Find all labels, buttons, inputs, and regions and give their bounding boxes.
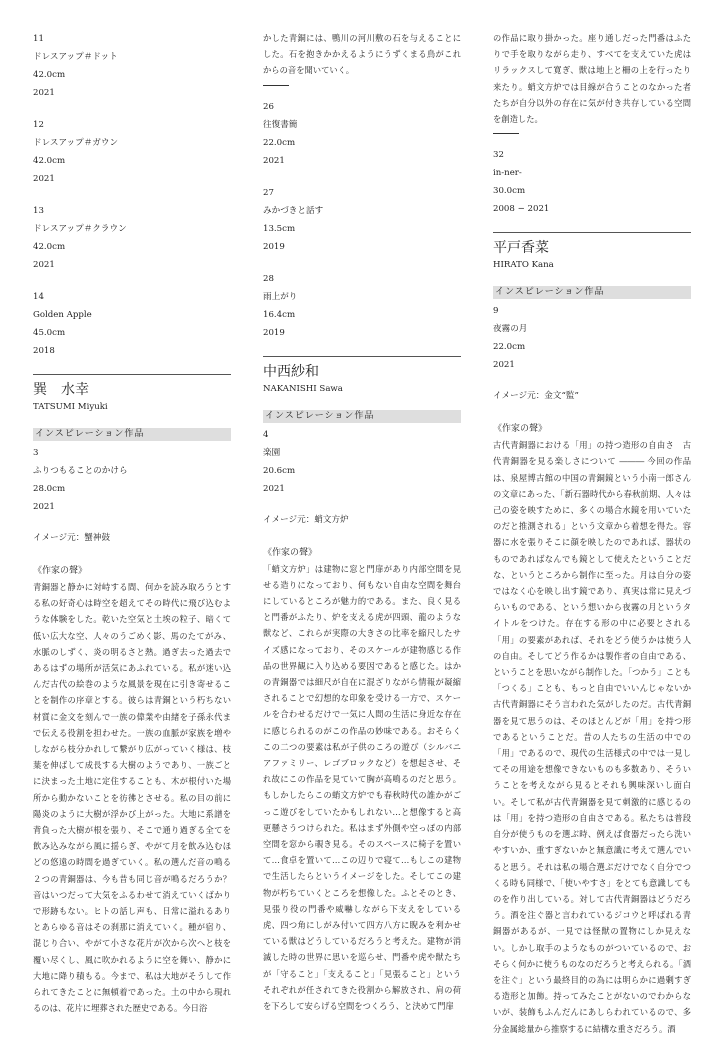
column-1 [33, 30, 231, 1016]
work-number: 28 [263, 273, 274, 284]
work-number: 4 [263, 429, 269, 440]
work-title: Golden Apple [33, 310, 92, 320]
work-year: 2019 [263, 241, 285, 252]
work-entry [493, 146, 691, 218]
work-year: 2019 [263, 327, 285, 338]
inspiration-work [493, 302, 691, 374]
inspiration-section-label: インスピレーション作品 [493, 286, 691, 299]
work-number: 32 [493, 150, 504, 161]
column-2 [263, 30, 461, 1014]
work-size: 22.0cm [263, 137, 296, 148]
inspiration-work [263, 426, 461, 498]
work-title: ドレスアップ＃ドット [33, 52, 118, 62]
divider [263, 85, 289, 86]
column-3 [493, 30, 691, 1037]
image-source: イメージ元：蛸文方炉 [263, 514, 349, 525]
artist-voice-heading: 《作家の聲》 [33, 566, 88, 576]
work-number: 27 [263, 187, 274, 198]
work-number: 13 [33, 206, 44, 216]
continued-text: の作品に取り掛かった。座り通しだった門番はふたりで手を取りながら走り、すべてを支えていた虎はリラックスして寛ぎ、獣は地上と柵の上を行ったり来たり。蛸文方炉では目線が合うことのなかった者たちが自分以外の存在に気が付き共存している空間を創造した。 [493, 33, 691, 125]
work-entry [33, 288, 231, 360]
work-number: 26 [263, 101, 274, 112]
work-title: 往復書簡 [263, 119, 298, 130]
work-number: 11 [33, 34, 44, 44]
image-source: イメージ元：金文“監” [493, 391, 579, 402]
work-number: 3 [33, 448, 39, 458]
work-year: 2008 − 2021 [493, 204, 550, 215]
work-number: 12 [33, 120, 44, 130]
work-year: 2021 [33, 502, 55, 512]
artist-block [493, 232, 691, 1037]
work-number: 9 [493, 306, 499, 317]
inspiration-work [33, 444, 231, 516]
work-entry [263, 270, 461, 342]
artist-roman-name: TATSUMI Miyuki [33, 402, 108, 412]
work-entry [33, 116, 231, 188]
work-year: 2018 [33, 346, 55, 356]
work-title: ドレスアップ＃ガウン [33, 138, 119, 148]
work-title: 雨上がり [263, 291, 298, 302]
artist-voice-text: 「蛸文方炉」は建物に窓と門扉があり内部空間を見せる造りになっており、何もない自由な空間を舞台にしているところが魅力的である。また、良く見ると門番がふたり、炉を支える虎が四頭、龍のような獣など、これらが実際の大きさの比率を縮尺したサイズ感になっており、そのスケールが建物感じる作品の世界観に入り込める要因であると感じた。はかの青銅器では細尺が自在に混ざりながら情報が凝縮されることで幻想的な印象を受ける一方で、スケールを合わせるだけで一気に人間の生活に身近な存在に感じられるのがこの作品の妙味である。おそらくこの二つの要素は私が子供のころの遊び（シルバニアファミリー、レゴブロックなど）を想起させ、それ故にこの作品を見ていて胸が高鳴るのだと思う。もしかしたらこの蛸文方炉でも春秋時代の誰かがごっこ遊びをしていたかもしれない…と想像すると高更懸さうつけられた。私はまず外側や空っぽの内部空間を窓から覗き見る。そのスペースに椅子を置いて…食卓を置いて…この辺りで寝て…もしこの建物で生活したらというイメージをした。そしてこの建物が朽ちていくところを想像した。ふとそのとき、見張り役の門番や威嚇しながら下支えをしている虎、四つ角にしがみ付いて四方八方に睨みを利かせている獣はどうしているだろうと考えた。建物が消滅した時の世界に思いを巡らせ、門番や虎や獣たちが「守ること」「支えること」「見張ること」というそれぞれが任されてきた役割から解放され、肩の荷を下ろして安らげる空間をつくろう、と決めて門扉 [263, 563, 461, 1012]
work-entry [33, 202, 231, 274]
work-size: 16.4cm [263, 309, 296, 320]
work-year: 2021 [33, 174, 55, 184]
work-year: 2021 [263, 483, 285, 494]
work-size: 28.0cm [33, 484, 66, 494]
work-entry [33, 30, 231, 102]
work-year: 2021 [263, 155, 285, 166]
artist-name: 巽 水幸 [33, 382, 89, 398]
artist-voice-heading: 《作家の聲》 [263, 547, 318, 558]
divider [493, 133, 519, 134]
work-title: 夜霧の月 [493, 324, 528, 335]
inspiration-section-label: インスピレーション作品 [33, 428, 231, 441]
image-source: イメージ元：蟹神鼓 [33, 533, 111, 543]
work-year: 2021 [33, 260, 55, 270]
work-size: 42.0cm [33, 70, 66, 80]
work-year: 2021 [33, 88, 55, 98]
work-number: 14 [33, 292, 44, 302]
artist-roman-name: HIRATO Kana [493, 260, 554, 271]
work-size: 13.5cm [263, 223, 296, 234]
artist-name: 平戸香菜 [493, 240, 549, 257]
artist-block [33, 374, 231, 1016]
artist-voice-heading: 《作家の聲》 [493, 424, 548, 435]
work-size: 45.0cm [33, 328, 66, 338]
work-size: 42.0cm [33, 156, 66, 166]
work-size: 42.0cm [33, 242, 66, 252]
artist-roman-name: NAKANISHI Sawa [263, 383, 343, 394]
work-title: in-ner- [493, 168, 522, 179]
artist-voice-text: 青銅器と静かに対峙する間、何かを読み取ろうとする私の好奇心は時空を超えてその時代に飛び込むような体験をした。乾いた空気と土埃の粒子、暗くて低い広大な空、人々のうごめく影、馬のたてがみ、水脈のしずく、炎の明るさと熱。過ぎ去った過去であるはずの場所が活気にあふれている。私が迷い込んだ古代の絵巻のような風景を現在に引き寄せることを制作の序章とする。彼らは青銅という朽ちない材質に金文を刻んで一族の偉業や由緒を子孫永代まで伝える役割を担わせた。一族の血脈が家族を増やしながら枝分かれして繋がり広がっていく様は、枝葉を伸ばして成長する大樹のようであり、一族ごとに決まった土地に定住することも、木が根付いた場所から動かないことを彷彿とさせる。私の目の前に陽炎のように大樹が浮かび上がった。大地に系譜を背負った大樹が根を張り、そこで通り過ぎる全てを飲み込みながら風に揺らぎ、やがて月を飲み込むほどの悠遠の時間を過ぎていく。私の選んだ音の鳴る２つの青銅器は、今も昔も同じ音が鳴るだろうか？音はいつだって大気をふるわせて消えていくばかりで形跡もない。ヒトの話し声も、日常に溢れるありとあらゆる音はその刹那に消えていく。種が宿り、混じり合い、やがて小さな花片が次から次へと枝を覆い尽くし、風に吹かれるように空を舞い、静かに大地に降り積もる。今まで、私は大地がそうして作られてきたことに無頓着であった。土の中から現れるのは、花片に埋葬された歴史である。今日浴 [33, 582, 231, 1014]
artist-voice-text: 古代青銅器における「用」の持つ造形の自由さ 古代青銅器を見る楽しさについて ――― 今回の作品は、泉屋博古館の中国の青銅鏡という小南一郎さんの文章にあった、「新石器時代から春秋前期、人々は己の姿を映すために、多くの場合水鏡を用いていたのだと推測される」という文章から着想を得た。容器に水を張りそこに顔を映したのであれば、器状のものであればなんでも鏡として使えたということだな、というところから制作に至った。月は自分の姿ではなく心を映し出す鏡であり、真実は常に見えづらいものである、という想いから夜霧の月というタイトルをつけた。存在する形の中に必要とされる「用」の要素があれば、それをどう使うかは使う人の自由。そしてどう作るかは製作者の自由である、ということを思いながら制作した。「つかう」ことも「つくる」ことも、もっと自由でいいんじゃないか古代青銅器にそう言われた気がしたのだ。古代青銅器を見て思うのは、そのほとんどが「用」を持つ形であるということだ。昔の人たちの生活の中での「用」であるので、現代の生活様式の中では一見してその用途を想像できないものも多数あり、そういうことを考えながら見るとそれも興味深いし面白い。そして私が古代青銅器を見て刺激的に感じるのは「用」を持つ造形の自由さである。私たちは普段自分が使うものを選ぶ時、例えば食器だったら洗いやすいか、重すぎないかと無意識に考えて選んでいると思う。それは私の場合選ぶだけでなく自分でつくる時も同様で、「使いやすさ」をとても意識してものを作り出している。対して古代青銅器はどうだろう。酒を注ぐ器と言われているジコウと呼ばれる青銅器があるが、一見では怪獣の置物にしか見えない。しかし取手のようなものがついているので、おそらく何かに使うものなのだろうと考えられる。「酒を注ぐ」という最終目的の為には明らかに過剰すぎる造形と加飾。持ってみたことがないのでわからないが、装飾もふんだんにあしらわれているので、多分金属総量から推察するに結構な重さだろう。酒 [493, 440, 691, 1034]
inspiration-section-label: インスピレーション作品 [263, 410, 461, 423]
work-year: 2021 [493, 360, 515, 371]
work-title: ふりつもることのかけら [33, 466, 128, 476]
work-entry [263, 184, 461, 256]
work-entry [263, 98, 461, 170]
artist-block [263, 356, 461, 1015]
work-title: みかづきと話す [263, 205, 324, 216]
work-size: 20.6cm [263, 465, 296, 476]
work-title: 楽園 [263, 447, 281, 458]
continued-text: かした青銅には、鴨川の河川敷の石を与えることにした。石を抱きかかえるようにうずくまる鳥がこれからの音を聞いていく。 [263, 33, 461, 76]
work-title: ドレスアップ＃クラウン [33, 224, 127, 234]
artist-name: 中西紗和 [263, 363, 319, 380]
work-size: 22.0cm [493, 342, 526, 353]
work-size: 30.0cm [493, 186, 526, 197]
